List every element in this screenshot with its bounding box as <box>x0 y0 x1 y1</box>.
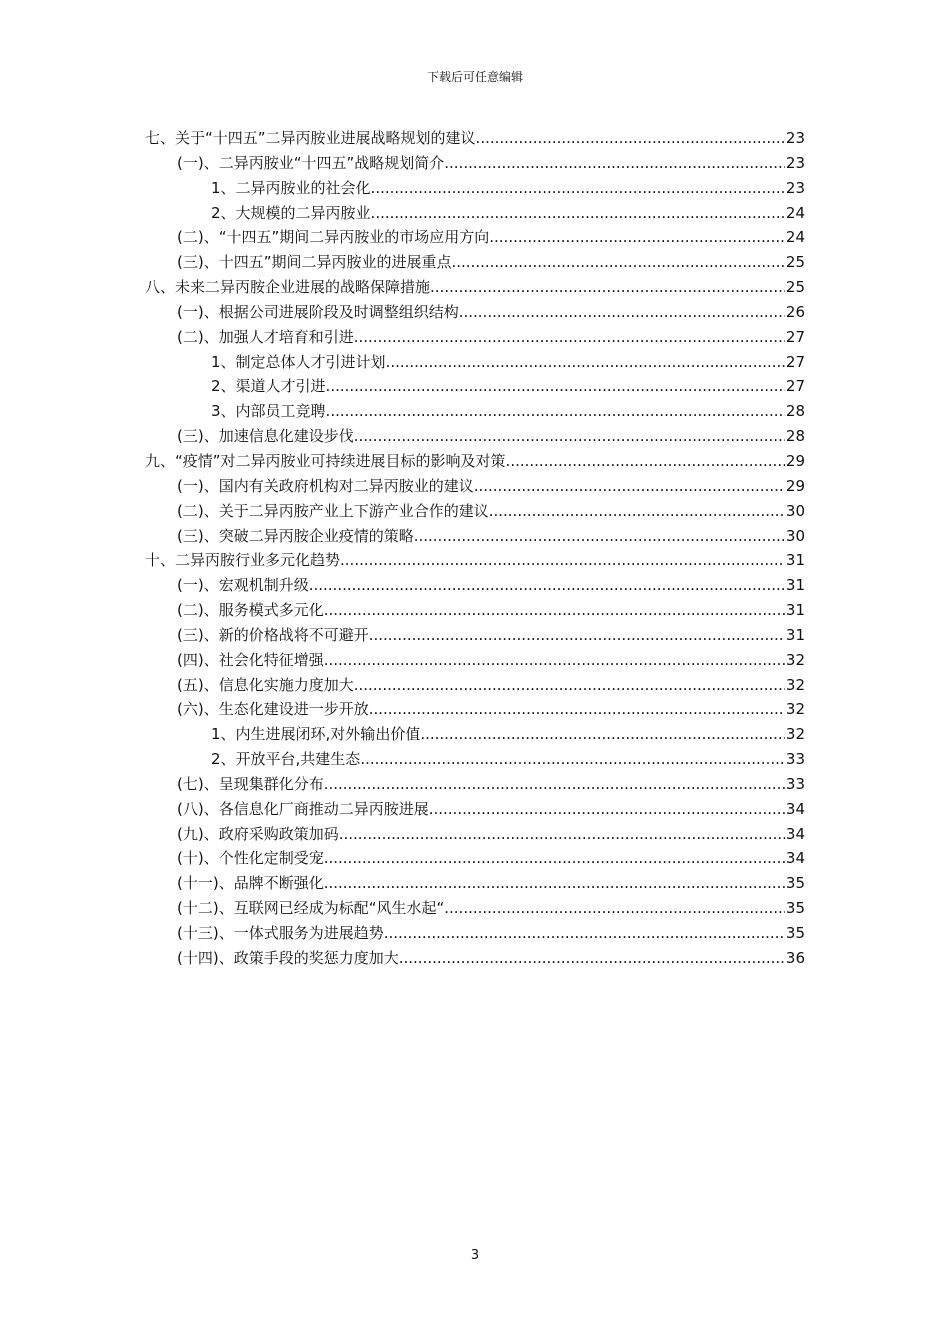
toc-entry-line <box>145 126 805 151</box>
toc-entry-page: 27 <box>785 352 805 371</box>
toc-entry-title: (六)、生态化建设进一步开放 <box>177 700 369 719</box>
toc-entry-page: 31 <box>785 625 805 644</box>
toc-entry-page: 25 <box>785 278 805 297</box>
toc-entry-page: 34 <box>785 799 805 818</box>
toc-entry-page: 24 <box>785 203 805 222</box>
toc-entry[interactable] <box>0 325 950 350</box>
toc-dot-leader <box>386 350 785 375</box>
toc-dot-leader <box>430 275 785 300</box>
toc-entry[interactable] <box>0 623 950 648</box>
toc-entry-line <box>145 548 805 573</box>
toc-dot-leader <box>506 449 785 474</box>
toc-entry-line <box>177 573 805 598</box>
toc-entry-line <box>211 399 805 424</box>
toc-entry[interactable] <box>0 673 950 698</box>
toc-dot-leader <box>324 871 785 896</box>
toc-entry-title: (二)、关于二异丙胺产业上下游产业合作的建议 <box>177 501 489 520</box>
toc-entry-line <box>177 598 805 623</box>
toc-entry[interactable] <box>0 548 950 573</box>
toc-dot-leader <box>326 374 785 399</box>
toc-entry-title: 3、内部员工竞聘 <box>211 402 326 421</box>
toc-entry-line <box>177 673 805 698</box>
toc-entry-page: 35 <box>785 874 805 893</box>
toc-dot-leader <box>340 548 785 573</box>
toc-dot-leader <box>414 524 785 549</box>
toc-entry-title: 八、未来二异丙胺企业进展的战略保障措施 <box>145 278 431 297</box>
toc-entry-line <box>211 350 805 375</box>
toc-dot-leader <box>354 673 785 698</box>
toc-entry-page: 25 <box>785 253 805 272</box>
toc-entry-title: (三)、十四五”期间二异丙胺业的进展重点 <box>177 253 452 272</box>
toc-dot-leader <box>339 822 785 847</box>
toc-entry-page: 29 <box>785 451 805 470</box>
toc-dot-leader <box>384 921 785 946</box>
toc-dot-leader <box>444 896 785 921</box>
toc-entry-page: 35 <box>785 924 805 942</box>
toc-dot-leader <box>459 300 785 325</box>
toc-entry-line <box>177 250 805 275</box>
toc-entry[interactable] <box>0 449 950 474</box>
toc-entry-page: 31 <box>785 551 805 570</box>
toc-entry-line <box>177 524 805 549</box>
toc-entry-line <box>177 896 805 921</box>
toc-entry-title: (二)、服务模式多元化 <box>177 601 324 620</box>
page-number: 3 <box>470 1248 480 1263</box>
toc-entry[interactable] <box>0 722 950 747</box>
page-header: 下载后可任意编辑 <box>426 70 523 84</box>
toc-entry-page: 32 <box>785 700 805 719</box>
toc-entry-title: (二)、加强人才培育和引进 <box>177 327 354 346</box>
toc-dot-leader <box>429 797 785 822</box>
toc-dot-leader <box>444 151 785 176</box>
toc-entry-title: 2、渠道人才引进 <box>211 377 326 396</box>
toc-dot-leader <box>399 946 785 971</box>
toc-entry-title: 七、关于“十四五”二异丙胺业进展战略规划的建议 <box>145 129 476 147</box>
toc-entry-page: 30 <box>785 526 805 545</box>
toc-entry-line <box>177 474 805 499</box>
toc-entry-title: 2、大规模的二异丙胺业 <box>211 203 371 222</box>
toc-entry-title: (十)、个性化定制受宠 <box>177 849 324 868</box>
toc-entry[interactable] <box>0 374 950 399</box>
toc-entry-page: 33 <box>785 774 805 793</box>
toc-dot-leader <box>354 325 785 350</box>
toc-entry-line <box>211 176 805 201</box>
toc-entry-page: 26 <box>785 302 805 321</box>
toc-entry-line <box>211 747 805 772</box>
toc-entry[interactable] <box>0 846 950 871</box>
table-of-contents <box>0 126 950 971</box>
toc-dot-leader <box>309 573 785 598</box>
toc-dot-leader <box>324 648 785 673</box>
toc-entry[interactable] <box>0 201 950 226</box>
toc-entry-page: 36 <box>785 948 805 967</box>
toc-entry-line <box>177 623 805 648</box>
toc-entry[interactable] <box>0 225 950 250</box>
toc-entry-line <box>177 797 805 822</box>
toc-entry[interactable] <box>0 598 950 623</box>
toc-entry-line <box>177 325 805 350</box>
toc-entry-title: 1、制定总体人才引进计划 <box>211 352 386 371</box>
toc-dot-leader <box>369 623 785 648</box>
toc-dot-leader <box>489 499 785 524</box>
toc-entry-title: (五)、信息化实施力度加大 <box>177 675 354 694</box>
toc-entry[interactable] <box>0 275 950 300</box>
toc-entry[interactable] <box>0 648 950 673</box>
toc-entry-line <box>177 822 805 847</box>
toc-entry-page: 29 <box>785 476 805 495</box>
toc-entry[interactable] <box>0 896 950 921</box>
toc-entry-line <box>145 275 805 300</box>
toc-entry-page: 33 <box>785 750 805 769</box>
toc-entry-title: (一)、宏观机制升级 <box>177 576 309 595</box>
toc-entry-title: 1、内生进展闭环,对外输出价值 <box>211 725 421 744</box>
toc-entry-page: 32 <box>785 675 805 694</box>
toc-entry-title: (三)、突破二异丙胺企业疫情的策略 <box>177 526 414 545</box>
toc-entry-page: 34 <box>785 824 805 843</box>
toc-entry[interactable] <box>0 573 950 598</box>
toc-entry-page: 23 <box>785 178 805 197</box>
toc-entry-line <box>177 151 805 176</box>
toc-entry-title: (一)、二异丙胺业“十四五”战略规划简介 <box>177 153 445 172</box>
toc-dot-leader <box>451 250 784 275</box>
toc-entry-title: (九)、政府采购政策加码 <box>177 824 339 843</box>
toc-entry[interactable] <box>0 176 950 201</box>
toc-entry[interactable] <box>0 474 950 499</box>
toc-entry-title: 九、“疫情”对二异丙胺业可持续进展目标的影响及对策 <box>145 451 506 470</box>
toc-entry-title: (一)、国内有关政府机构对二异丙胺业的建议 <box>177 476 474 495</box>
toc-entry[interactable] <box>0 946 950 971</box>
toc-dot-leader <box>369 697 785 722</box>
toc-entry[interactable] <box>0 499 950 524</box>
toc-entry[interactable] <box>0 697 950 722</box>
toc-entry-title: 2、开放平台,共建生态 <box>211 750 361 769</box>
toc-entry-page: 23 <box>785 129 805 147</box>
toc-entry-line <box>177 697 805 722</box>
toc-entry-title: 十、二异丙胺行业多元化趋势 <box>145 551 341 570</box>
toc-entry[interactable] <box>0 250 950 275</box>
toc-entry-line <box>177 846 805 871</box>
toc-entry-line <box>177 499 805 524</box>
toc-entry[interactable] <box>0 747 950 772</box>
toc-dot-leader <box>324 598 785 623</box>
toc-dot-leader <box>474 474 785 499</box>
toc-entry-title: (十二)、互联网已经成为标配“风生水起“ <box>177 899 445 918</box>
toc-entry-page: 28 <box>785 402 805 421</box>
toc-dot-leader <box>371 201 785 226</box>
toc-dot-leader <box>420 722 785 747</box>
toc-entry-page: 32 <box>785 650 805 669</box>
toc-entry-page: 27 <box>785 327 805 346</box>
toc-entry-page: 34 <box>785 849 805 868</box>
toc-entry-line <box>211 201 805 226</box>
toc-entry[interactable] <box>0 921 950 946</box>
toc-entry-line <box>177 300 805 325</box>
toc-entry-title: (十一)、品牌不断强化 <box>177 874 324 893</box>
toc-entry-title: (八)、各信息化厂商推动二异丙胺进展 <box>177 799 429 818</box>
toc-entry-page: 31 <box>785 601 805 620</box>
toc-entry[interactable] <box>0 822 950 847</box>
toc-dot-leader <box>476 126 785 151</box>
toc-entry-title: (一)、根据公司进展阶段及时调整组织结构 <box>177 302 459 321</box>
toc-entry-title: (十三)、一体式服务为进展趋势 <box>177 924 384 942</box>
toc-dot-leader <box>326 399 785 424</box>
toc-entry-page: 35 <box>785 899 805 918</box>
toc-entry[interactable] <box>0 399 950 424</box>
toc-entry-title: (二)、“十四五”期间二异丙胺业的市场应用方向 <box>177 228 490 247</box>
toc-entry-line <box>177 921 805 946</box>
toc-entry[interactable] <box>0 871 950 896</box>
toc-entry-title: (三)、新的价格战将不可避开 <box>177 625 369 644</box>
toc-entry-page: 32 <box>785 725 805 744</box>
toc-entry-line <box>177 225 805 250</box>
toc-dot-leader <box>324 772 785 797</box>
toc-dot-leader <box>354 424 785 449</box>
toc-dot-leader <box>360 747 785 772</box>
toc-entry-title: 1、二异丙胺业的社会化 <box>211 178 371 197</box>
toc-entry-line <box>177 424 805 449</box>
toc-dot-leader <box>489 225 785 250</box>
toc-entry-line <box>177 648 805 673</box>
toc-dot-leader <box>324 846 785 871</box>
toc-entry-page: 23 <box>785 153 805 172</box>
toc-entry[interactable] <box>0 524 950 549</box>
toc-entry-title: (四)、社会化特征增强 <box>177 650 324 669</box>
toc-entry-page: 31 <box>785 576 805 595</box>
toc-entry[interactable] <box>0 772 950 797</box>
toc-dot-leader <box>371 176 785 201</box>
toc-entry-page: 28 <box>785 427 805 446</box>
toc-entry-line <box>177 946 805 971</box>
toc-entry-page: 24 <box>785 228 805 247</box>
toc-entry-page: 27 <box>785 377 805 396</box>
toc-entry-page: 30 <box>785 501 805 520</box>
toc-entry-title: (十四)、政策手段的奖惩力度加大 <box>177 948 399 967</box>
toc-entry[interactable] <box>0 424 950 449</box>
toc-entry-line <box>177 871 805 896</box>
toc-entry[interactable] <box>0 126 950 151</box>
toc-entry-line <box>211 374 805 399</box>
toc-entry-title: (三)、加速信息化建设步伐 <box>177 427 354 446</box>
toc-entry[interactable] <box>0 300 950 325</box>
toc-entry[interactable] <box>0 350 950 375</box>
toc-entry-line <box>211 722 805 747</box>
toc-entry[interactable] <box>0 151 950 176</box>
toc-entry-title: (七)、呈现集群化分布 <box>177 774 324 793</box>
toc-entry-line <box>177 772 805 797</box>
toc-entry[interactable] <box>0 797 950 822</box>
toc-entry-line <box>145 449 805 474</box>
